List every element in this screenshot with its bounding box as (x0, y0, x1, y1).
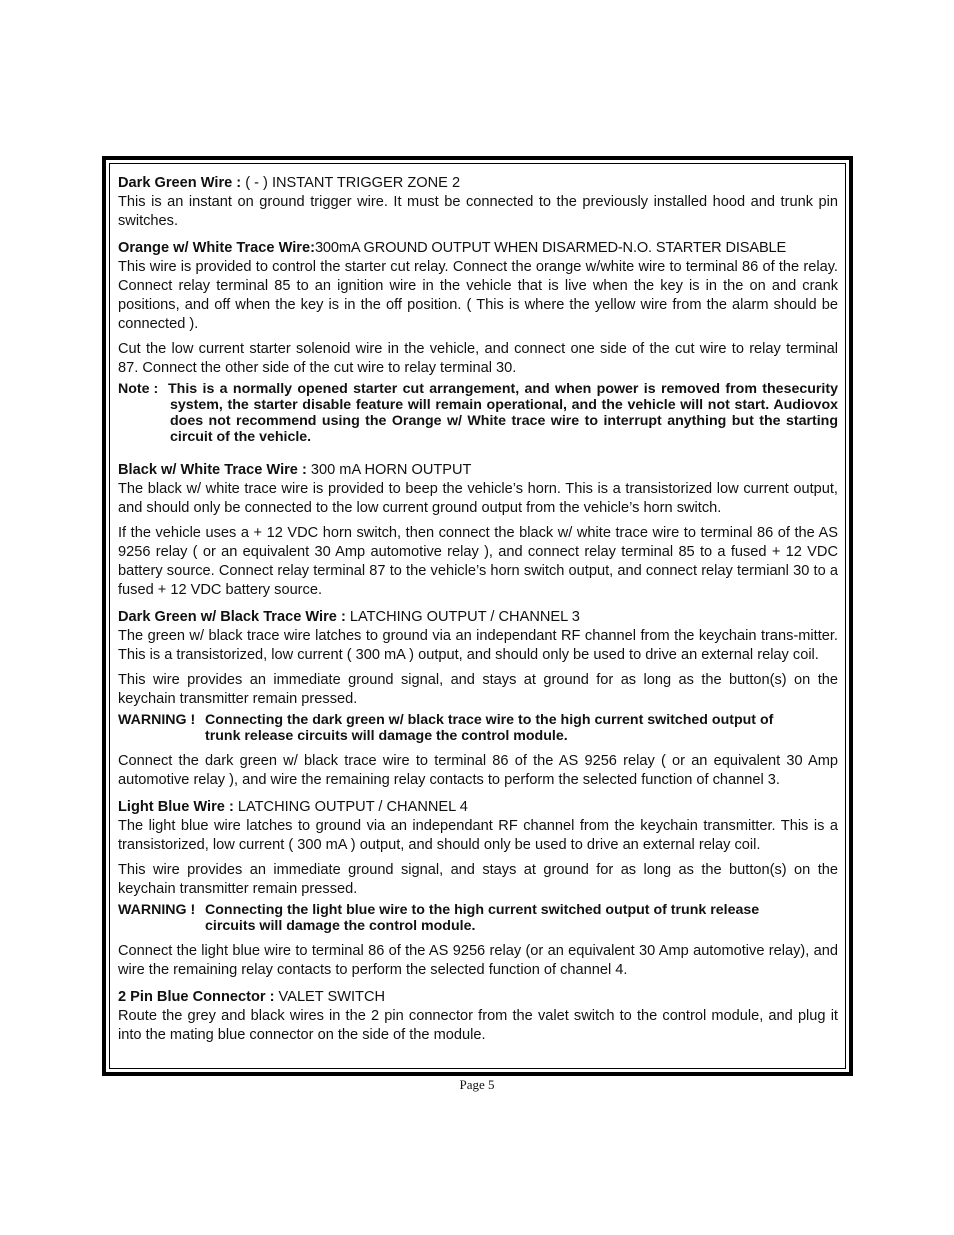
document-body (118, 174, 838, 1045)
section-heading (118, 174, 838, 193)
heading-title: ( - ) INSTANT TRIGGER ZONE 2 (241, 175, 461, 191)
warning-text (205, 902, 838, 934)
note-block (118, 381, 838, 445)
paragraph: This wire provides an immediate ground signal, and stays at ground for as long as the button(s) on the keychain transmitter remain pressed. (118, 672, 838, 707)
note-rest: security system, the starter disable feature will remain operational, and the vehicle will not start. Audiovox does not recommend using the Orange w/ White trace wire to interrupt anything but the starting circuit of the vehicle. (170, 381, 838, 445)
warning-rest: circuits will damage the control module. (205, 918, 476, 934)
paragraph: This is an instant on ground trigger wire. It must be connected to the previously installed hood and trunk pin switches. (118, 194, 838, 229)
warning-line: Connecting the light blue wire to the high current switched output of trunk release (205, 902, 760, 918)
warning-label: WARNING ! (118, 902, 196, 918)
heading-title: 300 mA HORN OUTPUT (306, 462, 472, 478)
warning-text (205, 712, 838, 744)
paragraph: Connect the dark green w/ black trace wire to terminal 86 of the AS 9256 relay ( or an equivalent 30 Amp automotive relay ), and wire the remaining relay contacts to perform the selected function of channel 3. (118, 753, 838, 788)
heading-title: VALET SWITCH (274, 989, 386, 1005)
paragraph: The black w/ white trace wire is provided to beep the vehicle’s horn. This is a transistorized low current output, and should only be connected to the low current ground output from the vehicle’s horn switch. (118, 481, 838, 516)
warning-rest: trunk release circuits will damage the control module. (205, 728, 568, 744)
paragraph: The green w/ black trace wire latches to ground via an independant RF channel from the keychain trans-mitter. This is a transistorized, low current ( 300 mA ) output, and should only be used to drive an external relay coil. (118, 628, 838, 663)
paragraph: The light blue wire latches to ground via an independant RF channel from the keychain transmitter. This is a transistorized, low current ( 300 mA ) output, and should only be used to drive an external relay coil. (118, 818, 838, 853)
warning-block (118, 902, 838, 934)
note-line: This is a normally opened starter cut arrangement, and when power is removed from the (168, 381, 784, 397)
heading-label: Orange w/ White Trace Wire: (118, 240, 315, 256)
section-heading (118, 461, 838, 480)
page-number: Page 5 (459, 1077, 495, 1092)
paragraph: This wire provides an immediate ground signal, and stays at ground for as long as the button(s) on the keychain transmitter remain pressed. (118, 862, 838, 897)
heading-title: 300mA GROUND OUTPUT WHEN DISARMED-N.O. STARTER DISABLE (314, 240, 787, 256)
note-label: Note : (118, 381, 159, 397)
warning-block (118, 712, 838, 744)
heading-label: Dark Green w/ Black Trace Wire : (118, 609, 346, 625)
paragraph: Route the grey and black wires in the 2 pin connector from the valet switch to the control module, and plug it into the mating blue connector on the side of the module. (118, 1008, 838, 1043)
section-heading (118, 798, 838, 817)
heading-title: LATCHING OUTPUT / CHANNEL 4 (233, 799, 468, 815)
heading-title: LATCHING OUTPUT / CHANNEL 3 (345, 609, 580, 625)
section-heading (118, 239, 838, 258)
heading-label: Black w/ White Trace Wire : (118, 462, 307, 478)
heading-label: Light Blue Wire : (118, 799, 234, 815)
paragraph: Connect the light blue wire to terminal 86 of the AS 9256 relay (or an equivalent 30 Amp automotive relay), and wire the remaining relay contacts to perform the selected function of channel 4. (118, 943, 838, 978)
paragraph: This wire is provided to control the starter cut relay. Connect the orange w/white wire to terminal 86 of the relay. Connect relay terminal 85 to an ignition wire in the vehicle that is live when the key is in the on and crank positions, and off when the key is in the off position. ( This is where the yellow wire from the alarm should be connected ). (118, 259, 838, 332)
section-heading (118, 608, 838, 627)
paragraph: Cut the low current starter solenoid wire in the vehicle, and connect one side of the cut wire to relay terminal 87. Connect the other side of the cut wire to relay terminal 30. (118, 341, 838, 376)
heading-label: 2 Pin Blue Connector : (118, 989, 275, 1005)
warning-label: WARNING ! (118, 712, 196, 728)
section-heading (118, 988, 838, 1007)
heading-label: Dark Green Wire : (118, 175, 242, 191)
note-text (170, 381, 838, 445)
paragraph: If the vehicle uses a + 12 VDC horn switch, then connect the black w/ white trace wire to terminal 86 of the AS 9256 relay ( or an equivalent 30 Amp automotive relay ), and connect relay terminal 85 to a fused + 12 VDC battery source. Connect relay terminal 87 to the vehicle’s horn switch output, and connect relay termianl 30 to a fused + 12 VDC battery source. (118, 525, 838, 598)
warning-line: Connecting the dark green w/ black trace wire to the high current switched output of (205, 712, 774, 728)
